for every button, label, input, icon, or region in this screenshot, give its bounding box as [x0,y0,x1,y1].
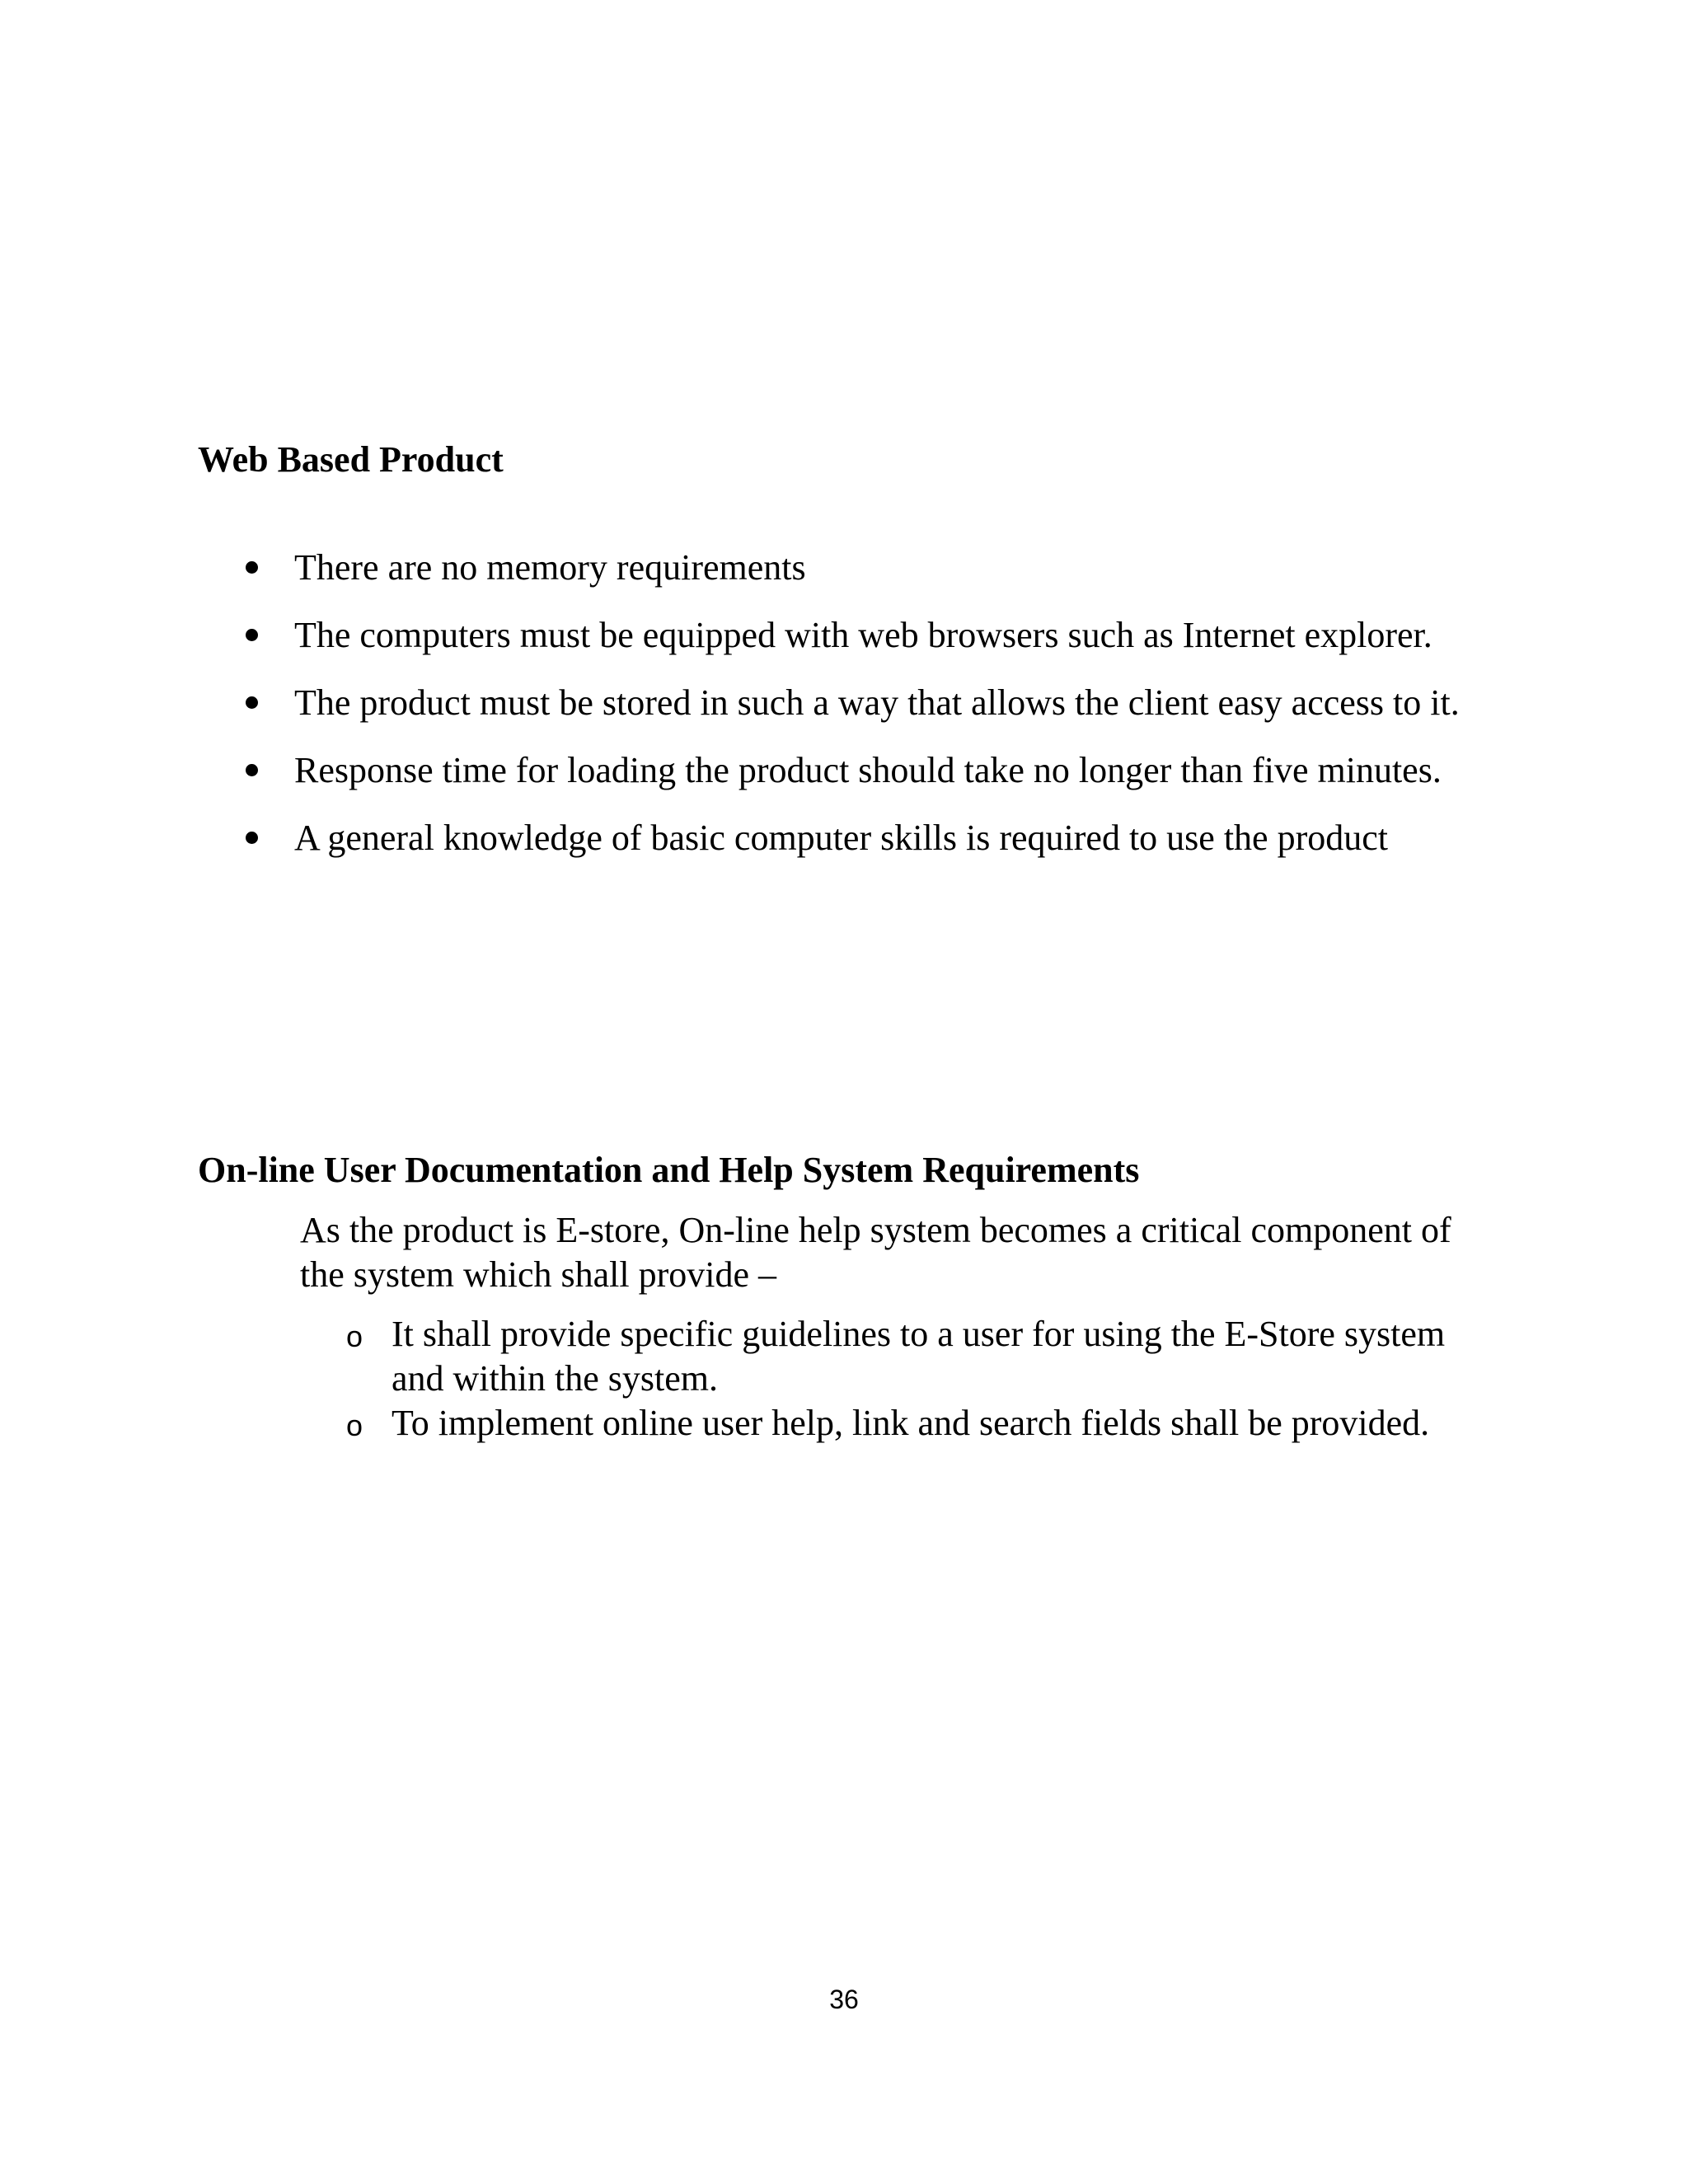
list-item-text: Response time for loading the product should take no longer than five minutes. [294,750,1442,790]
requirements-bullet-list [198,534,1484,872]
section-heading-online-help: On-line User Documentation and Help System Requirements [198,1150,1140,1190]
list-item [198,669,1484,736]
list-item [198,737,1484,804]
help-sub-bullet-list [300,1312,1487,1446]
bullet-icon [246,696,258,709]
list-item-text: The product must be stored in such a way that allows the client easy access to it. [294,682,1460,723]
help-system-paragraph: As the product is E-store, On-line help system becomes a critical component of the system which shall provide – [300,1210,1451,1295]
bullet-icon [246,561,258,574]
hollow-circle-bullet-icon: o [346,1319,363,1353]
section-heading-web-based-product: Web Based Product [198,439,504,480]
hollow-circle-bullet-icon: o [346,1408,363,1442]
sub-list-item-text: To implement online user help, link and search fields shall be provided. [392,1403,1430,1443]
bullet-icon [246,629,258,641]
sub-list-item [300,1401,1487,1446]
bullet-icon [246,832,258,844]
list-item [198,804,1484,871]
list-item [198,602,1484,668]
list-item [198,534,1484,601]
bullet-icon [246,764,258,776]
sub-list-item [300,1312,1487,1401]
list-item-text: The computers must be equipped with web browsers such as Internet explorer. [294,615,1432,655]
list-item-text: A general knowledge of basic computer skills is required to use the product [294,818,1388,858]
list-item-text: There are no memory requirements [294,547,806,588]
sub-list-item-text: It shall provide specific guidelines to a user for using the E-Store system and within the system. [392,1314,1446,1399]
page-number: 36 [829,1985,859,2014]
